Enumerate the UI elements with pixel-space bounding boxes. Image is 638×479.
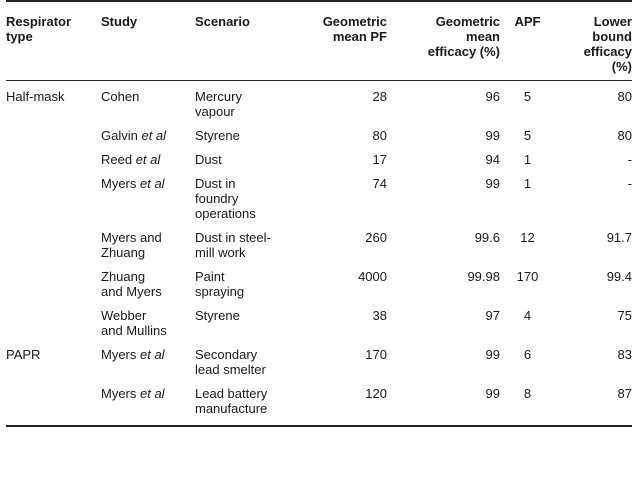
study-cell: Zhuang and Myers: [101, 269, 162, 299]
lower-bound-efficacy-cell: 87: [617, 386, 632, 401]
geometric-mean-pf-cell: 38: [372, 308, 387, 323]
study-cell: Galvin et al: [101, 128, 167, 143]
apf-cell: 4: [523, 308, 532, 323]
geometric-mean-efficacy-cell: 99: [485, 386, 500, 401]
lower-bound-efficacy-cell: 83: [617, 347, 632, 362]
lower-bound-efficacy-cell: -: [627, 152, 632, 167]
apf-cell: 1: [523, 176, 532, 191]
study-cell: Webber and Mullins: [101, 308, 167, 338]
apf-cell: 1: [523, 152, 532, 167]
header-study: Study: [101, 14, 138, 29]
scenario-cell: Secondary lead smelter: [195, 347, 266, 377]
header-geometric-mean-efficacy: Geometric mean efficacy (%): [427, 14, 500, 59]
apf-cell: 6: [523, 347, 532, 362]
header-apf: APF: [514, 14, 541, 29]
apf-cell: 8: [523, 386, 532, 401]
table-row: [6, 386, 632, 426]
geometric-mean-pf-cell: 120: [365, 386, 387, 401]
lower-bound-efficacy-cell: 75: [617, 308, 632, 323]
geometric-mean-efficacy-cell: 99: [485, 347, 500, 362]
geometric-mean-pf-cell: 170: [365, 347, 387, 362]
geometric-mean-pf-cell: 260: [365, 230, 387, 245]
table-row: [6, 347, 632, 386]
geometric-mean-efficacy-cell: 96: [485, 89, 500, 104]
geometric-mean-efficacy-cell: 97: [485, 308, 500, 323]
apf-cell: 5: [523, 89, 532, 104]
geometric-mean-efficacy-cell: 99: [485, 176, 500, 191]
header-scenario: Scenario: [195, 14, 250, 29]
respirator-type-cell: [6, 176, 101, 230]
lower-bound-efficacy-cell: 99.4: [606, 269, 632, 284]
scenario-cell: Mercury vapour: [195, 89, 242, 119]
scenario-cell: Dust: [195, 152, 222, 167]
geometric-mean-efficacy-cell: 99: [485, 128, 500, 143]
respirator-type-cell: [6, 230, 101, 269]
geometric-mean-pf-cell: 28: [372, 89, 387, 104]
geometric-mean-pf-cell: 4000: [358, 269, 387, 284]
respirator-type-cell: [6, 128, 101, 152]
scenario-cell: Styrene: [195, 308, 240, 323]
geometric-mean-efficacy-cell: 99.98: [467, 269, 500, 284]
geometric-mean-pf-cell: 74: [372, 176, 387, 191]
respirator-type-cell: Half-mask: [6, 89, 65, 104]
scenario-cell: Dust in steel- mill work: [195, 230, 271, 260]
geometric-mean-pf-cell: 80: [372, 128, 387, 143]
scenario-cell: Lead battery manufacture: [195, 386, 268, 416]
geometric-mean-pf-cell: 17: [372, 152, 387, 167]
scenario-cell: Dust in foundry operations: [195, 176, 256, 221]
study-cell: Myers et al: [101, 347, 165, 362]
table-row: [6, 308, 632, 347]
respirator-table-container: [6, 0, 632, 427]
header-respirator-type: Respirator type: [6, 14, 72, 44]
apf-cell: 5: [523, 128, 532, 143]
geometric-mean-efficacy-cell: 94: [485, 152, 500, 167]
respirator-type-cell: [6, 308, 101, 347]
study-cell: Cohen: [101, 89, 140, 104]
apf-cell: 170: [516, 269, 539, 284]
respirator-type-cell: [6, 152, 101, 176]
table-row: [6, 230, 632, 269]
table-row: [6, 128, 632, 152]
lower-bound-efficacy-cell: 80: [617, 128, 632, 143]
apf-cell: 12: [520, 230, 535, 245]
table-row: [6, 81, 632, 129]
respirator-type-cell: PAPR: [6, 347, 41, 362]
study-cell: Reed et al: [101, 152, 161, 167]
respirator-type-cell: [6, 386, 101, 426]
header-lower-bound-efficacy: Lower bound efficacy (%): [583, 14, 632, 74]
header-geometric-mean-pf: Geometric mean PF: [322, 14, 387, 44]
lower-bound-efficacy-cell: 80: [617, 89, 632, 104]
study-cell: Myers et al: [101, 386, 165, 401]
table-row: [6, 152, 632, 176]
scenario-cell: Paint spraying: [195, 269, 245, 299]
study-cell: Myers and Zhuang: [101, 230, 162, 260]
geometric-mean-efficacy-cell: 99.6: [474, 230, 500, 245]
table-row: [6, 269, 632, 308]
lower-bound-efficacy-cell: 91.7: [606, 230, 632, 245]
respirator-type-cell: [6, 269, 101, 308]
respirator-efficacy-table: [6, 0, 632, 427]
scenario-cell: Styrene: [195, 128, 240, 143]
lower-bound-efficacy-cell: -: [627, 176, 632, 191]
table-row: [6, 176, 632, 230]
header-row: [6, 1, 632, 81]
study-cell: Myers et al: [101, 176, 165, 191]
